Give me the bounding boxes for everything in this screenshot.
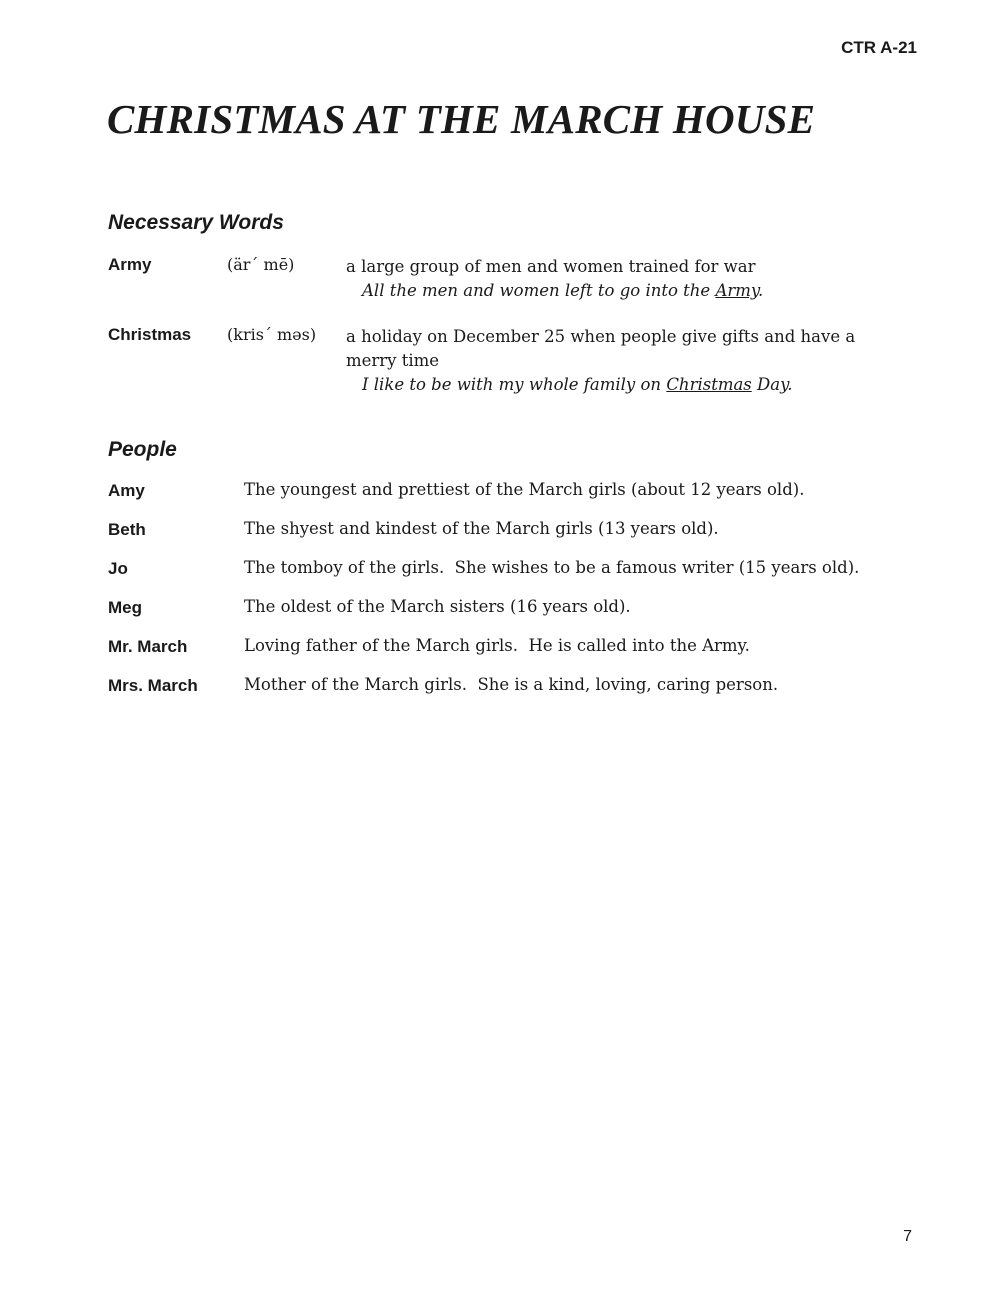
person-name: Meg [108,598,142,617]
person-name: Beth [108,520,146,539]
person-description: The youngest and prettiest of the March girls (about 12 years old). [244,480,805,499]
vocab-example-text-end: . [758,281,764,300]
vocab-example-text: All the men and women left to go into the [362,281,716,300]
person-name: Mr. March [108,637,188,656]
person-name: Amy [108,481,145,500]
person-description: The tomboy of the girls. She wishes to be a famous writer (15 years old). [244,558,860,577]
vocab-word: Christmas [108,325,192,344]
person-description: The oldest of the March sisters (16 years old). [244,597,631,616]
page-number: 7 [903,1228,912,1245]
vocab-pronunciation: (kris´ məs) [227,325,317,344]
vocab-pronunciation: (är´ mē) [227,255,295,274]
person-name: Jo [108,559,128,578]
vocab-example-keyword: Army [715,281,759,300]
vocab-definition: a holiday on December 25 when people give gifts and have a merry time [346,327,856,370]
person-description: Mother of the March girls. She is a kind, loving, caring person. [244,675,779,694]
document-code: CTR A-21 [841,38,917,57]
vocab-example-text: I like to be with my whole family on [362,375,667,394]
vocab-body [346,325,866,397]
person-name: Mrs. March [108,676,198,695]
vocab-example [346,373,866,397]
page-title: CHRISTMAS AT THE MARCH HOUSE [107,96,816,142]
vocab-word: Army [108,255,152,274]
person-description: Loving father of the March girls. He is called into the Army. [244,636,750,655]
vocab-example-keyword: Christmas [666,375,752,394]
vocab-example [346,279,866,303]
necessary-words-heading: Necessary Words [108,211,284,234]
person-description: The shyest and kindest of the March girls (13 years old). [244,519,719,538]
people-heading: People [108,438,177,461]
vocab-definition: a large group of men and women trained for war [346,257,756,276]
vocab-body [346,255,866,303]
vocab-example-text-end: Day. [751,375,793,394]
